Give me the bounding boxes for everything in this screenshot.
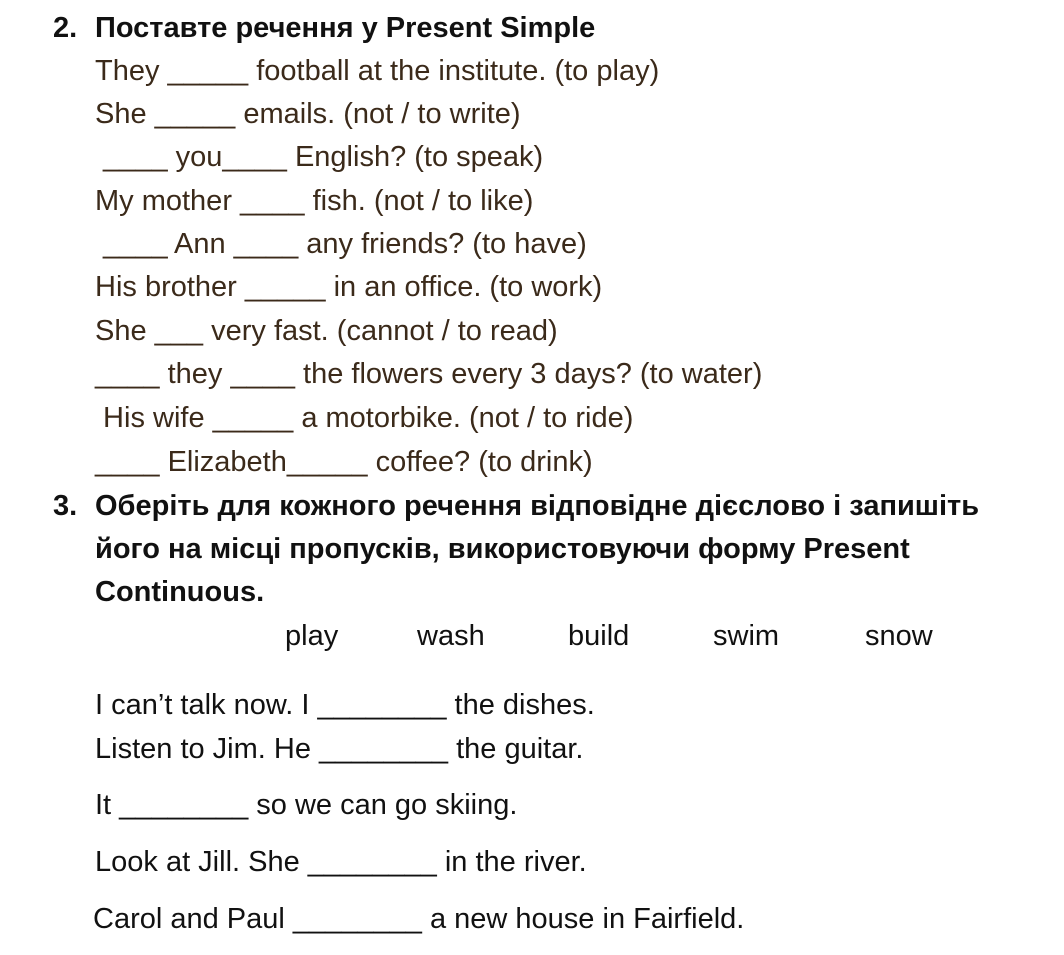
section-2-title: Поставте речення у Present Simple — [95, 12, 596, 44]
exercise-sentence: ____ they ____ the flowers every 3 days? (to water) — [95, 358, 763, 390]
word-bank-item: wash — [417, 620, 485, 652]
exercise-sentence: Listen to Jim. He ________ the guitar. — [95, 733, 584, 765]
word-bank-item: snow — [865, 620, 933, 652]
exercise-sentence: ____ Ann ____ any friends? (to have) — [95, 228, 587, 260]
exercise-sentence: She _____ emails. (not / to write) — [95, 98, 521, 130]
word-bank-item: build — [568, 620, 630, 652]
exercise-sentence: She ___ very fast. (cannot / to read) — [95, 315, 558, 347]
section-3-title-line: Оберіть для кожного речення відповідне дієслово і запишіть — [95, 490, 980, 522]
section-3-number: 3. — [53, 490, 78, 522]
exercise-sentence: Look at Jill. She ________ in the river. — [95, 846, 587, 878]
exercise-sentence: ____ Elizabeth_____ coffee? (to drink) — [95, 446, 593, 478]
word-bank-item: play — [285, 620, 339, 652]
word-bank-item: swim — [713, 620, 780, 652]
exercise-sentence: They _____ football at the institute. (to play) — [95, 55, 660, 87]
section-3-title-line: його на місці пропусків, використовуючи форму Present — [95, 533, 910, 565]
exercise-sentence: I can’t talk now. I ________ the dishes. — [95, 689, 595, 721]
section-3-title-line: Continuous. — [95, 576, 265, 608]
exercise-sentence: It ________ so we can go skiing. — [95, 789, 518, 821]
exercise-sentence: His wife _____ a motorbike. (not / to ride) — [95, 402, 634, 434]
exercise-sentence: My mother ____ fish. (not / to like) — [95, 185, 534, 217]
section-2-number: 2. — [53, 12, 78, 44]
exercise-sentence: His brother _____ in an office. (to work) — [95, 271, 603, 303]
exercise-sentence: Carol and Paul ________ a new house in Fairfield. — [93, 903, 745, 935]
exercise-sentence: ____ you____ English? (to speak) — [95, 141, 544, 173]
